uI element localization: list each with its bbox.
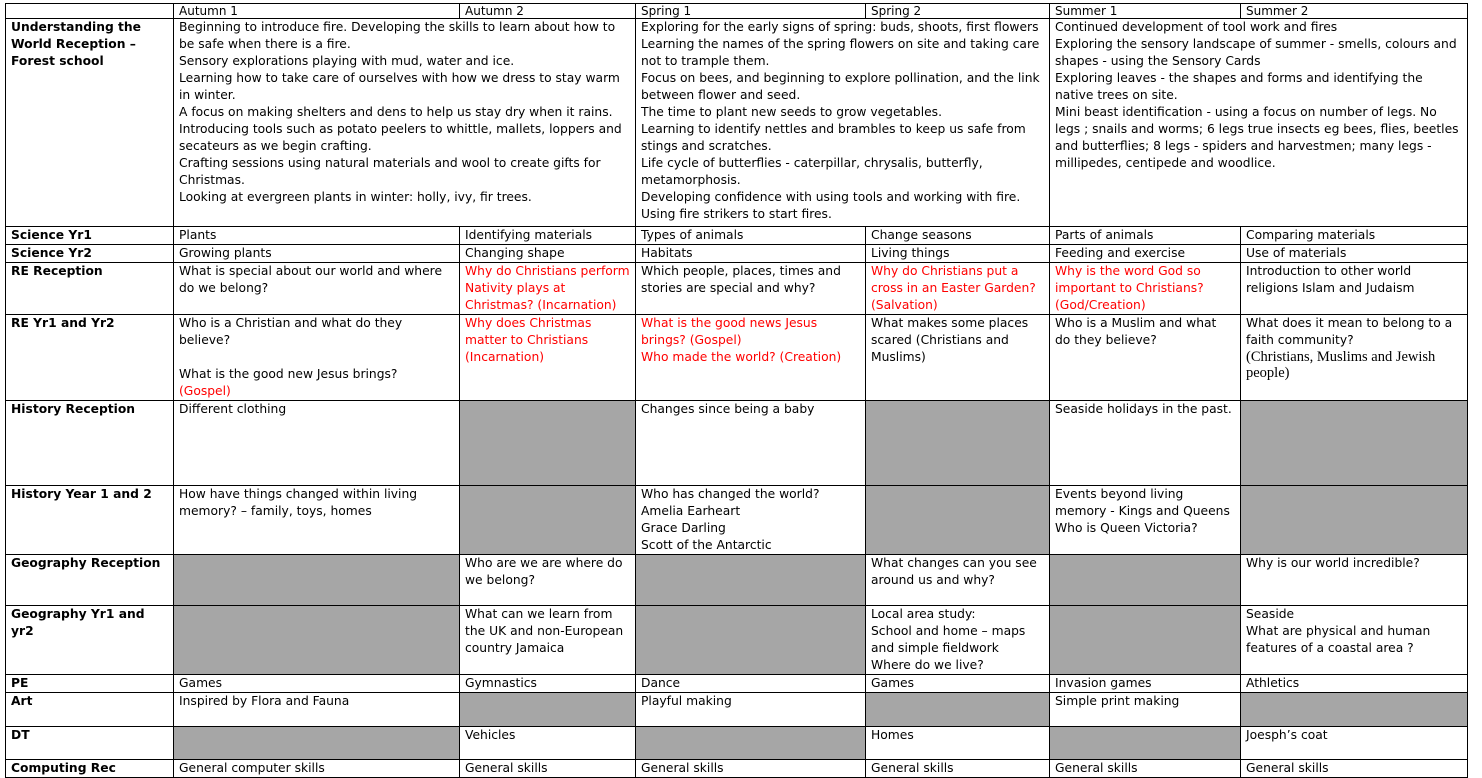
cell-forest-autumn xyxy=(174,19,636,227)
forest-summer-line: Exploring the sensory landscape of summer - smells, colours and shapes - using the Sensory Cards xyxy=(1055,37,1457,68)
cell-re-rec-autumn-2: Why do Christians perform Nativity plays at Christmas? (Incarnation) xyxy=(460,263,636,315)
curriculum-table xyxy=(5,3,1468,778)
row-science-yr1 xyxy=(6,227,1468,245)
cell-pe-autumn-2: Gymnastics xyxy=(460,675,636,693)
cell-science-yr2-summer-1: Feeding and exercise xyxy=(1050,245,1241,263)
forest-spring-line: The time to plant new seeds to grow vegetables. xyxy=(641,105,942,119)
cell-dt-spring-2: Homes xyxy=(866,727,1050,760)
re-yr-summer-2-b: (Christians, Muslims and Jewish people) xyxy=(1246,349,1436,381)
geo-yr-spring-2-line: School and home – maps and simple fieldwork xyxy=(871,624,1026,655)
cell-geo-yr-spring-2 xyxy=(866,606,1050,675)
forest-summer-line: Exploring leaves - the shapes and forms and identifying the native trees on site. xyxy=(1055,71,1423,102)
cell-re-rec-summer-2: Introduction to other world religions Islam and Judaism xyxy=(1241,263,1468,315)
cell-geo-rec-autumn-1-empty xyxy=(174,555,460,606)
cell-geo-rec-autumn-2: Who are we are where do we belong? xyxy=(460,555,636,606)
forest-summer-line: Continued development of tool work and fires xyxy=(1055,20,1338,34)
cell-re-rec-summer-1: Why is the word God so important to Christians? (God/Creation) xyxy=(1050,263,1241,315)
subject-science-yr1: Science Yr1 xyxy=(6,227,174,245)
cell-dt-autumn-2: Vehicles xyxy=(460,727,636,760)
cell-geo-yr-summer-2 xyxy=(1241,606,1468,675)
subject-forest-school: Understanding the World Reception – Forest school xyxy=(6,19,174,227)
forest-spring-line: Developing confidence with using tools and working with fire. Using fire strikers to start fires. xyxy=(641,190,1021,221)
cell-science-yr1-spring-1: Types of animals xyxy=(636,227,866,245)
cell-art-spring-2-empty xyxy=(866,693,1050,727)
row-forest-school xyxy=(6,19,1468,227)
forest-autumn-line: Introducing tools such as potato peelers to whittle, mallets, loppers and secateurs as we begin crafting. xyxy=(179,122,622,153)
his-yr-spring-1-line: Amelia Earheart xyxy=(641,504,741,518)
cell-dt-spring-1-empty xyxy=(636,727,866,760)
cell-dt-autumn-1-empty xyxy=(174,727,460,760)
cell-comp-autumn-1: General computer skills xyxy=(174,760,460,778)
re-yr-summer-2-a: What does it mean to belong to a faith community? xyxy=(1246,316,1453,347)
cell-science-yr1-summer-2: Comparing materials xyxy=(1241,227,1468,245)
his-yr-spring-1-line: Who has changed the world? xyxy=(641,487,820,501)
spacer xyxy=(179,349,454,366)
row-re-reception xyxy=(6,263,1468,315)
cell-dt-summer-1-empty xyxy=(1050,727,1241,760)
row-computing-rec xyxy=(6,760,1468,778)
geo-yr-spring-2-line: Local area study: xyxy=(871,607,976,621)
cell-pe-spring-1: Dance xyxy=(636,675,866,693)
cell-geo-rec-summer-2: Why is our world incredible? xyxy=(1241,555,1468,606)
cell-his-rec-autumn-1: Different clothing xyxy=(174,401,460,486)
cell-his-yr-spring-2-empty xyxy=(866,486,1050,555)
cell-art-summer-2-empty xyxy=(1241,693,1468,727)
cell-his-rec-autumn-2-empty xyxy=(460,401,636,486)
cell-re-yr-spring-2: What makes some places scared (Christians and Muslims) xyxy=(866,315,1050,401)
cell-science-yr2-summer-2: Use of materials xyxy=(1241,245,1468,263)
cell-re-rec-spring-2: Why do Christians put a cross in an Easter Garden? (Salvation) xyxy=(866,263,1050,315)
geo-yr-summer-2-line: Seaside xyxy=(1246,607,1295,621)
subject-geography-yr1-2: Geography Yr1 and yr2 xyxy=(6,606,174,675)
cell-science-yr1-summer-1: Parts of animals xyxy=(1050,227,1241,245)
cell-his-yr-autumn-2-empty xyxy=(460,486,636,555)
cell-forest-spring xyxy=(636,19,1050,227)
cell-his-rec-summer-1: Seaside holidays in the past. xyxy=(1050,401,1241,486)
row-art xyxy=(6,693,1468,727)
subject-re-yr1-yr2: RE Yr1 and Yr2 xyxy=(6,315,174,401)
subject-re-reception: RE Reception xyxy=(6,263,174,315)
header-row xyxy=(6,4,1468,19)
row-dt xyxy=(6,727,1468,760)
header-autumn-1: Autumn 1 xyxy=(174,4,460,19)
header-spring-2: Spring 2 xyxy=(866,4,1050,19)
cell-his-yr-autumn-1: How have things changed within living memory? – family, toys, homes xyxy=(174,486,460,555)
cell-re-yr-summer-1: Who is a Muslim and what do they believe? xyxy=(1050,315,1241,401)
cell-re-yr-autumn-1 xyxy=(174,315,460,401)
cell-art-autumn-2-empty xyxy=(460,693,636,727)
forest-autumn-line: Sensory explorations playing with mud, water and ice. xyxy=(179,54,515,68)
cell-science-yr1-autumn-2: Identifying materials xyxy=(460,227,636,245)
cell-art-summer-1: Simple print making xyxy=(1050,693,1241,727)
cell-forest-summer xyxy=(1050,19,1468,227)
subject-computing-rec: Computing Rec xyxy=(6,760,174,778)
cell-pe-autumn-1: Games xyxy=(174,675,460,693)
cell-comp-spring-1: General skills xyxy=(636,760,866,778)
cell-science-yr1-spring-2: Change seasons xyxy=(866,227,1050,245)
cell-his-yr-summer-2-empty xyxy=(1241,486,1468,555)
cell-geo-yr-autumn-2: What can we learn from the UK and non-European country Jamaica xyxy=(460,606,636,675)
forest-autumn-line: Beginning to introduce fire. Developing the skills to learn about how to be safe when there is a fire. xyxy=(179,20,616,51)
geo-yr-spring-2-line: Where do we live? xyxy=(871,658,984,672)
cell-geo-rec-spring-1-empty xyxy=(636,555,866,606)
geo-yr-summer-2-line: What are physical and human features of a coastal area ? xyxy=(1246,624,1431,655)
cell-comp-summer-2: General skills xyxy=(1241,760,1468,778)
cell-comp-summer-1: General skills xyxy=(1050,760,1241,778)
cell-science-yr2-autumn-2: Changing shape xyxy=(460,245,636,263)
cell-re-yr-summer-2 xyxy=(1241,315,1468,401)
cell-his-yr-summer-1 xyxy=(1050,486,1241,555)
re-yr-autumn-1-q2: What is the good new Jesus brings? xyxy=(179,367,398,381)
cell-science-yr2-autumn-1: Growing plants xyxy=(174,245,460,263)
header-autumn-2: Autumn 2 xyxy=(460,4,636,19)
cell-re-rec-autumn-1: What is special about our world and where do we belong? xyxy=(174,263,460,315)
cell-dt-summer-2: Joesph’s coat xyxy=(1241,727,1468,760)
subject-art: Art xyxy=(6,693,174,727)
cell-geo-yr-autumn-1-empty xyxy=(174,606,460,675)
re-yr-spring-1-q2: Who made the world? (Creation) xyxy=(641,350,842,364)
cell-geo-yr-summer-1-empty xyxy=(1050,606,1241,675)
row-pe xyxy=(6,675,1468,693)
subject-geography-reception: Geography Reception xyxy=(6,555,174,606)
cell-pe-spring-2: Games xyxy=(866,675,1050,693)
forest-spring-line: Life cycle of butterflies - caterpillar, chrysalis, butterfly, metamorphosis. xyxy=(641,156,983,187)
his-yr-spring-1-line: Grace Darling xyxy=(641,521,726,535)
cell-geo-rec-spring-2: What changes can you see around us and why? xyxy=(866,555,1050,606)
row-history-yr1-2 xyxy=(6,486,1468,555)
subject-science-yr2: Science Yr2 xyxy=(6,245,174,263)
re-yr-spring-1-q1: What is the good news Jesus brings? (Gospel) xyxy=(641,316,818,347)
forest-spring-line: Learning to identify nettles and brambles to keep us safe from stings and scratches. xyxy=(641,122,1026,153)
header-cell-empty xyxy=(6,4,174,19)
cell-re-rec-spring-1: Which people, places, times and stories are special and why? xyxy=(636,263,866,315)
cell-science-yr2-spring-2: Living things xyxy=(866,245,1050,263)
header-spring-1: Spring 1 xyxy=(636,4,866,19)
cell-pe-summer-1: Invasion games xyxy=(1050,675,1241,693)
cell-science-yr2-spring-1: Habitats xyxy=(636,245,866,263)
row-geography-reception xyxy=(6,555,1468,606)
cell-geo-yr-spring-1-empty xyxy=(636,606,866,675)
header-summer-1: Summer 1 xyxy=(1050,4,1241,19)
cell-geo-rec-summer-1-empty xyxy=(1050,555,1241,606)
forest-spring-line: Learning the names of the spring flowers on site and taking care not to trample them. xyxy=(641,37,1040,68)
cell-science-yr1-autumn-1: Plants xyxy=(174,227,460,245)
cell-his-rec-spring-1: Changes since being a baby xyxy=(636,401,866,486)
cell-his-rec-spring-2-empty xyxy=(866,401,1050,486)
header-summer-2: Summer 2 xyxy=(1241,4,1468,19)
subject-dt: DT xyxy=(6,727,174,760)
row-geography-yr1-2 xyxy=(6,606,1468,675)
forest-autumn-line: Looking at evergreen plants in winter: holly, ivy, fir trees. xyxy=(179,190,532,204)
cell-comp-autumn-2: General skills xyxy=(460,760,636,778)
cell-art-autumn-1: Inspired by Flora and Fauna xyxy=(174,693,460,727)
row-science-yr2 xyxy=(6,245,1468,263)
cell-re-yr-autumn-2: Why does Christmas matter to Christians (Incarnation) xyxy=(460,315,636,401)
his-yr-spring-1-line: Scott of the Antarctic xyxy=(641,538,772,552)
row-re-yr1-yr2 xyxy=(6,315,1468,401)
subject-history-reception: History Reception xyxy=(6,401,174,486)
subject-history-yr1-2: History Year 1 and 2 xyxy=(6,486,174,555)
his-yr-summer-1-line: Who is Queen Victoria? xyxy=(1055,521,1198,535)
cell-pe-summer-2: Athletics xyxy=(1241,675,1468,693)
cell-his-rec-summer-2-empty xyxy=(1241,401,1468,486)
his-yr-summer-1-line: Events beyond living memory - Kings and Queens xyxy=(1055,487,1230,518)
forest-autumn-line: Crafting sessions using natural materials and wool to create gifts for Christmas. xyxy=(179,156,601,187)
cell-comp-spring-2: General skills xyxy=(866,760,1050,778)
cell-his-yr-spring-1 xyxy=(636,486,866,555)
re-yr-autumn-1-q2-tag: (Gospel) xyxy=(179,384,231,398)
subject-pe: PE xyxy=(6,675,174,693)
forest-summer-line: Mini beast identification - using a focus on number of legs. No legs ; snails and worms; 6 legs true insects eg bees, flies, beetles and butterflies; 8 legs - spiders and harvestmen; many legs - millipedes, centipede and woodlice. xyxy=(1055,105,1459,170)
forest-autumn-line: A focus on making shelters and dens to help us stay dry when it rains. xyxy=(179,105,613,119)
re-yr-autumn-1-q1: Who is a Christian and what do they believe? xyxy=(179,316,403,347)
cell-art-spring-1: Playful making xyxy=(636,693,866,727)
cell-re-yr-spring-1 xyxy=(636,315,866,401)
forest-spring-line: Focus on bees, and beginning to explore pollination, and the link between flower and seed. xyxy=(641,71,1040,102)
forest-autumn-line: Learning how to take care of ourselves with how we dress to stay warm in winter. xyxy=(179,71,620,102)
forest-spring-line: Exploring for the early signs of spring: buds, shoots, first flowers xyxy=(641,20,1039,34)
row-history-reception xyxy=(6,401,1468,486)
